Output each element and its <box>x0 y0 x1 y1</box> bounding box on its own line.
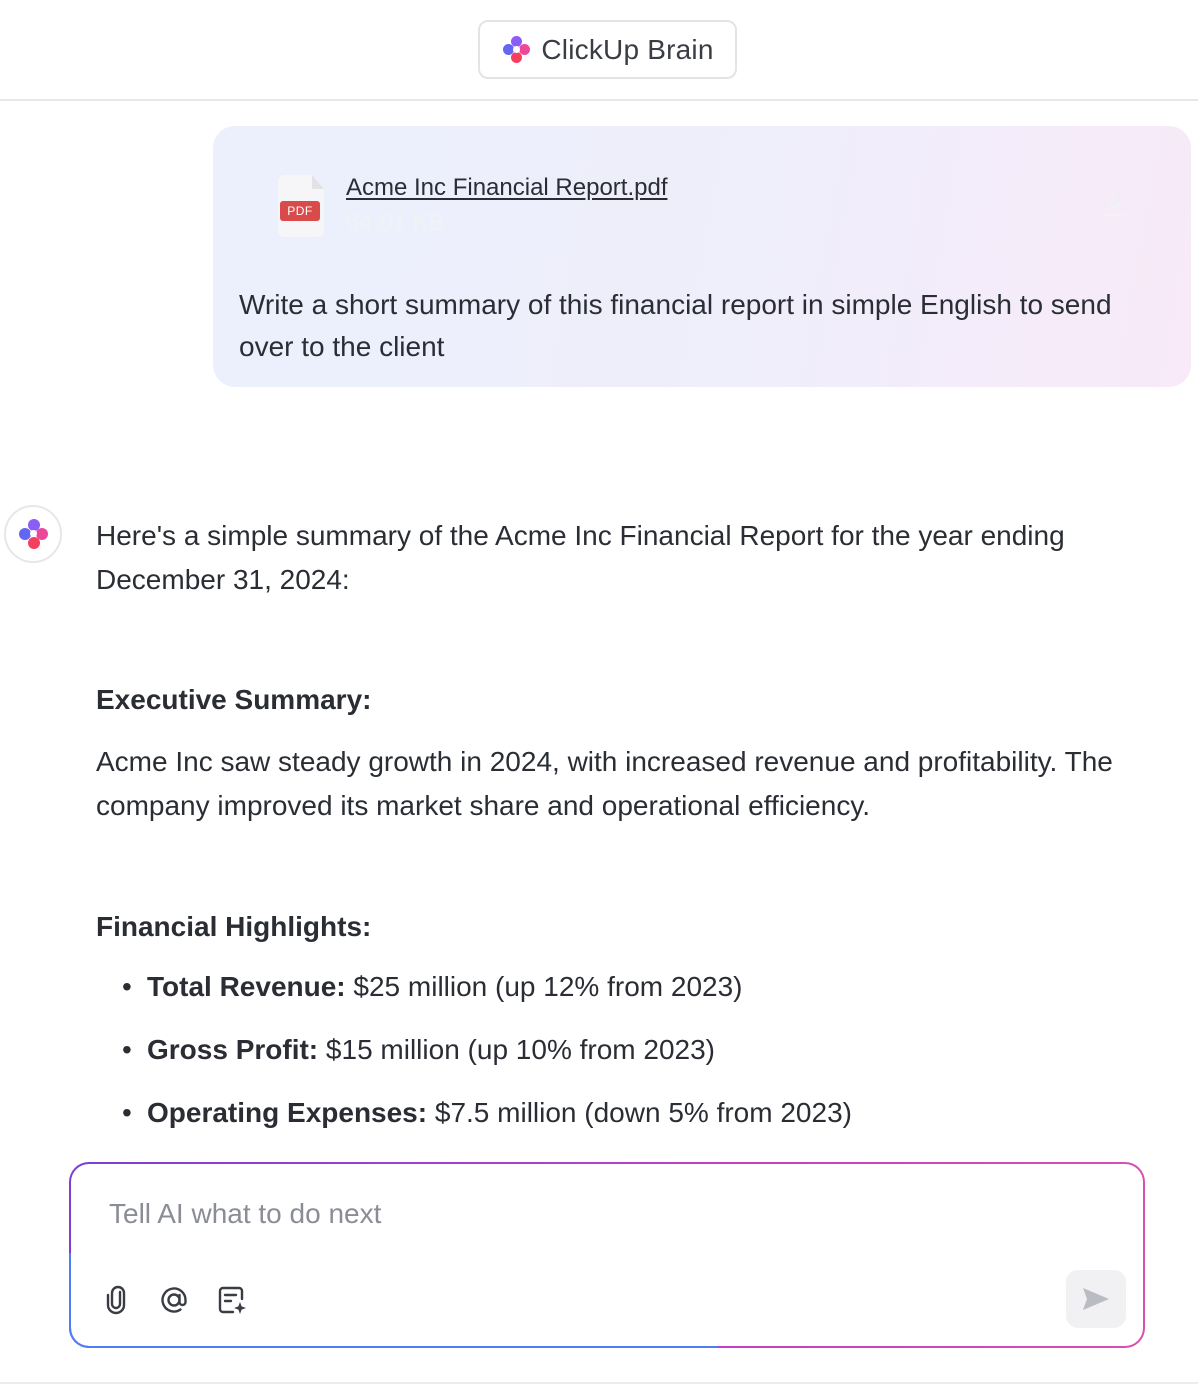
highlight-label: Total Revenue: <box>147 971 346 1002</box>
executive-summary-text: Acme Inc saw steady growth in 2024, with increased revenue and profitability. The company improved its market share and operational efficiency. <box>96 746 1113 821</box>
ai-note-icon[interactable] <box>215 1283 249 1317</box>
attachment-size: 64.01 KB <box>346 209 445 236</box>
at-sign-icon[interactable] <box>157 1283 191 1317</box>
send-icon <box>1081 1286 1111 1312</box>
list-item: • Operating Expenses: $7.5 million (down 5% from 2023) <box>122 1097 852 1128</box>
ai-avatar <box>4 505 62 563</box>
ai-response-intro: Here's a simple summary of the Acme Inc Financial Report for the year ending December 31, 2024: <box>96 520 1065 595</box>
file-type-badge: PDF <box>280 201 320 221</box>
paperclip-icon[interactable] <box>100 1283 134 1317</box>
send-button[interactable] <box>1066 1270 1126 1328</box>
clickup-brain-logo-icon <box>501 35 531 65</box>
header <box>0 0 1198 101</box>
download-icon[interactable] <box>1099 190 1129 220</box>
app-title: ClickUp Brain <box>541 33 714 65</box>
clickup-brain-logo-icon <box>17 518 49 550</box>
list-item: • Total Revenue: $25 million (up 12% from 2023) <box>122 971 743 1002</box>
highlight-value: $15 million (up 10% from 2023) <box>325 1034 716 1065</box>
highlight-value: $7.5 million (down 5% from 2023) <box>434 1097 852 1128</box>
divider <box>0 1382 1198 1384</box>
highlight-label: Gross Profit: <box>147 1034 319 1065</box>
composer <box>69 1162 1145 1348</box>
pdf-file-icon[interactable] <box>278 175 324 237</box>
list-item: • Gross Profit: $15 million (up 10% from 2023) <box>122 1034 716 1065</box>
highlight-value: $25 million (up 12% from 2023) <box>353 971 743 1002</box>
user-message-text: Write a short summary of this financial report in simple English to send over to the client <box>239 289 1112 362</box>
prompt-input[interactable] <box>109 1194 1009 1234</box>
attachment-link[interactable]: Acme Inc Financial Report.pdf <box>346 174 668 201</box>
financial-highlights-heading: Financial Highlights: <box>96 911 372 942</box>
highlight-label: Operating Expenses: <box>147 1097 428 1128</box>
executive-summary-heading: Executive Summary: <box>96 684 372 715</box>
title-pill[interactable] <box>478 20 737 79</box>
